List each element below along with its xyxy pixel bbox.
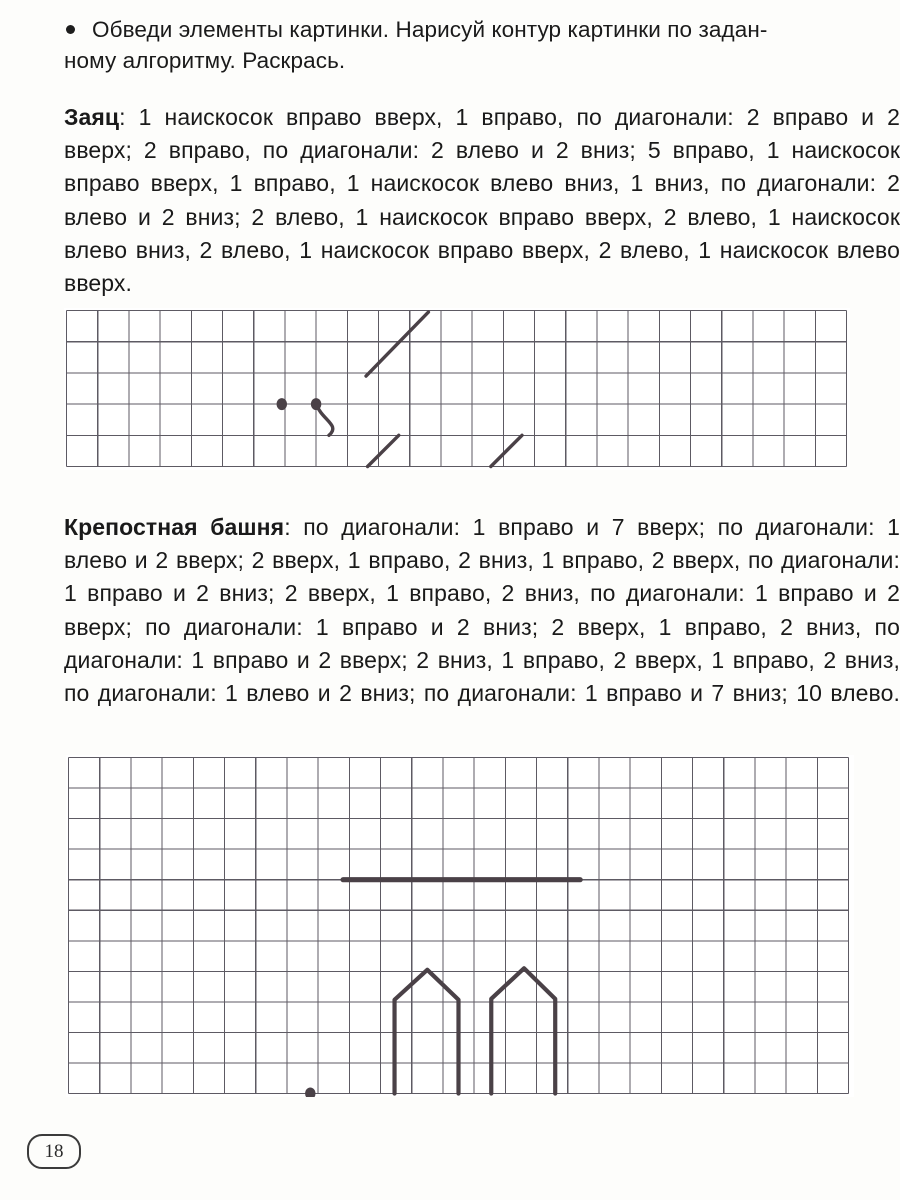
task-tower [64,511,900,743]
drawing-ink [277,312,522,466]
instruction-block [64,14,900,76]
instruction-line-1: Обведи элементы картинки. Нарисуй контур картинки по задан- [92,17,768,42]
grid-lines [67,311,847,467]
instruction-text [64,14,900,76]
tower-grid-figure [66,755,854,1097]
bullet-dot-icon [66,25,75,34]
hare-grid-figure [64,308,850,470]
task-tower-title: Крепостная башня [64,514,285,540]
task-hare-title: Заяц [64,104,120,130]
task-hare [64,101,900,333]
hare-grid-svg [64,308,850,470]
task-hare-body: 1 наискосок вправо вверх, 1 вправо, по диагонали: 2 вправо и 2 вверх; 2 вправо, по диагонали: 2 влево и 2 вниз; 5 вправо, 1 наискосок вправо вверх, 1 вправо, 1 наискосок влево вниз, 1 вниз, по диагонали: 2 влево и 2 вниз; 2 влево, 1 наискосок вправо вверх, 2 влево, 1 наискосок влево вниз, 2 влево, 1 наискосок вправо вверх, 2 влево, 1 наискосок влево вверх. [64,104,900,297]
page-number-badge [27,1134,81,1169]
instruction-line-2: ному алгоритму. Раскрась. [64,48,346,73]
task-hare-separator: : [119,104,126,130]
task-tower-separator: : [284,514,291,540]
task-tower-body: по диагонали: 1 вправо и 7 вверх; по диагонали: 1 влево и 2 вверх; 2 вверх, 1 вправо, 2 вниз, 1 вправо, 2 вверх, по диагонали: 1 вправо и 2 вниз; 2 вверх, 1 вправо, 2 вниз, по диагонали: 1 вправо и 2 вверх; по диагонали: 1 вправо и 2 вниз; 2 вверх, 1 вправо, 2 вниз, по диагонали: 1 вправо и 2 вверх; 2 вниз, 1 вправо, 2 вверх, 1 вправо, 2 вниз, по диагонали: 1 влево и 2 вниз; по диагонали: 1 вправо и 7 вниз; 10 влево. [64,514,900,707]
page-number: 18 [44,1140,64,1162]
tower-grid-svg [66,755,854,1097]
